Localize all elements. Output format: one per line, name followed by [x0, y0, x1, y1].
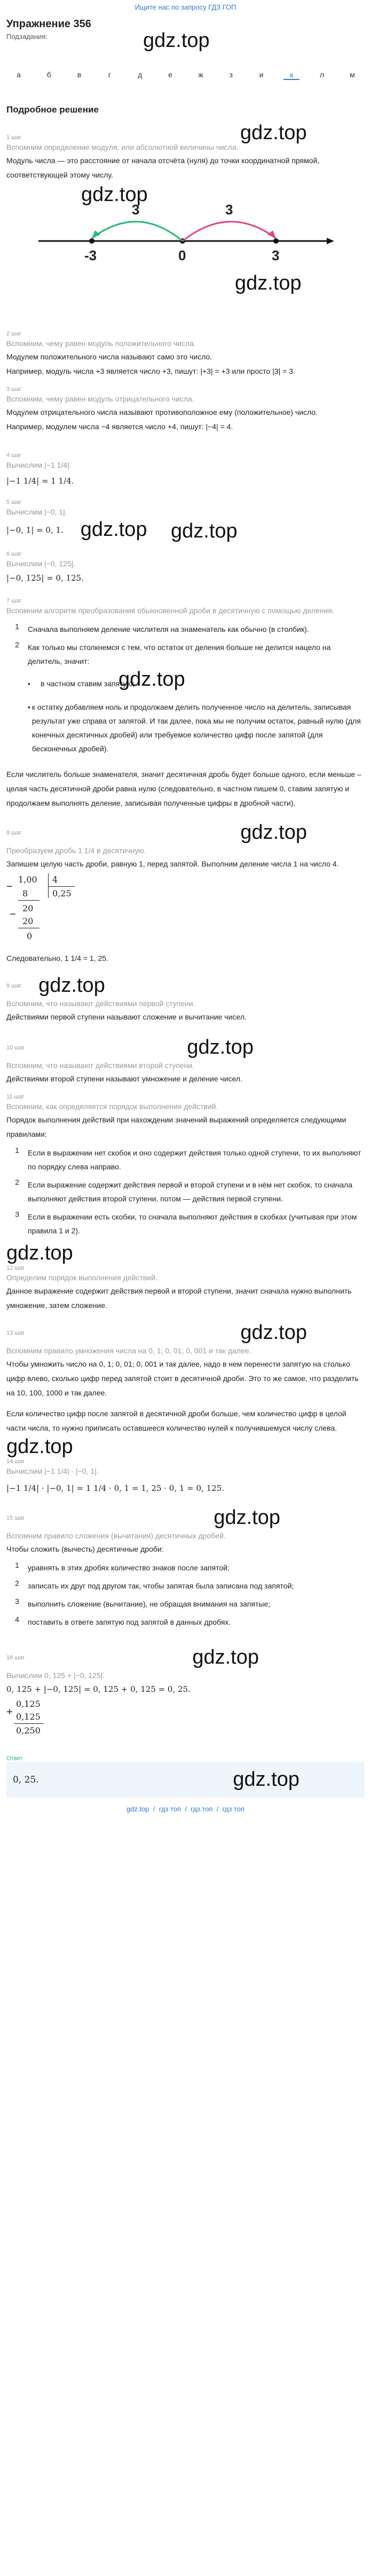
step-text: Данное выражение содержит действия первой и второй ступени, значит сначала нужно выполнить умножение, затем сложение. — [6, 1287, 352, 1310]
list-text: записать их друг под другом так, чтобы запятая была записана под запятой; — [28, 1582, 294, 1590]
footer-link[interactable]: гдз топ — [159, 1805, 181, 1813]
list-number: 1 — [15, 622, 19, 631]
sum: 0,250 — [16, 1726, 41, 1736]
step-muted: Вспомним, чему равен модуль положительного числа. — [6, 339, 196, 348]
step-muted: Вспомним, чему равен модуль отрицательного числа. — [6, 395, 194, 403]
watermark: gdz.top — [214, 1506, 280, 1529]
subtask-tab[interactable]: ж — [198, 70, 203, 79]
watermark: gdz.top — [6, 1435, 73, 1458]
quotient: 0,25 — [52, 888, 72, 898]
bullet-item: • к остатку добавляем ноль и продолжаем делить полученное число на делитель, записывая результат уже справа от запятой. И так далее, пока мы не получим остаток, равный нулю (для конечных десятичных дробей) или требуемое количество цифр после запятой (для бесконечных дробей). — [28, 700, 365, 756]
subtask-tab[interactable]: л — [320, 70, 325, 79]
step-label: 2 шаг — [6, 331, 22, 337]
list-text: уравнять в этих дробях количество знаков после запятой; — [28, 1563, 230, 1572]
step-math: |−0, 1| = 0, 1. — [6, 525, 64, 535]
exercise-title: Упражнение 356 — [6, 18, 91, 30]
step-text: Например, модуль числа +3 является число +3, пишут: |+3| = +3 или просто |3| = 3. — [6, 367, 295, 375]
step-text: Следовательно, 1 1/4 = 1, 25. — [6, 954, 108, 962]
addend: 0,125 — [16, 1699, 41, 1709]
step-muted: Вычислим |−0, 1|. — [6, 508, 67, 516]
list-item — [6, 1210, 365, 1238]
section-title: Подробное решение — [6, 105, 99, 115]
list-text: Если в выражении есть скобки, то сначала выполняют действия в скобках (учитывая при этом правила 1 и 2). — [28, 1213, 357, 1235]
list-text: Сначала выполняем деление числителя на знаменатель как обычно (в столбик). — [28, 625, 309, 633]
watermark: gdz.top — [6, 1242, 73, 1264]
division-line: 20 — [22, 916, 34, 926]
watermark: gdz.top — [80, 518, 147, 541]
step-label: 14 шаг — [6, 1458, 25, 1465]
tick-label: -3 — [84, 247, 97, 263]
step-text: Модулем отрицательного числа называют противоположное ему (положительное) число. — [6, 408, 318, 416]
list-item — [6, 1178, 365, 1206]
step-label: 5 шаг — [6, 499, 22, 505]
answer-value: 0, 25. — [13, 1774, 39, 1785]
answer-box — [6, 1762, 365, 1797]
footer-link[interactable]: гдз.топ — [191, 1805, 213, 1813]
step-label: 16 шаг — [6, 1654, 25, 1661]
step-math: |−1 1/4| = 1 1/4. — [6, 476, 74, 486]
subtasks-label: Подзадания: — [6, 33, 48, 41]
tick-label: 0 — [178, 247, 186, 263]
division-line: 8 — [22, 888, 28, 898]
list-item — [6, 1146, 365, 1174]
step-text: Если числитель больше знаменателя, значит десятичная дробь будет больше одного, если меньше – целая часть десятичной дроби равна нулю (следовательно, в частном пишем 0, ставим запятую и продолжаем выполнять деление, записывая полученные цифры в дробной части). — [6, 770, 361, 807]
dividend: 1,00 — [18, 874, 37, 885]
subtask-letters — [6, 70, 365, 80]
bullet-text: к остатку добавляем ноль и продолжаем делить полученное число на делитель, записывая результат уже справа от запятой. И так далее, пока мы не получим остаток, равный нулю (для конечных десятичных дробей) или требуемое количество цифр после запятой (для бесконечных дробей). — [31, 703, 361, 753]
subtask-tab[interactable]: з — [229, 70, 233, 79]
list-text — [28, 640, 365, 756]
step-muted: Вспомним, как определяется порядок выполнения действий. — [6, 1102, 218, 1111]
step-label: 1 шаг — [6, 134, 22, 141]
addend: 0,125 — [16, 1712, 41, 1722]
answer-label: Ответ — [6, 1755, 23, 1762]
footer-link[interactable]: гдз топ — [222, 1805, 245, 1813]
list-text: Если в выражении нет скобок и оно содержит действия только одной ступени, то их выполняют по порядку слева направо. — [28, 1149, 361, 1171]
step-label: 7 шаг — [6, 598, 22, 604]
step-muted: Вспомним, что называют действиями второй ступени. — [6, 1061, 195, 1070]
step-text: Действиями второй ступени называют умножение и деление чисел. — [6, 1074, 242, 1083]
subtask-tab[interactable]: г — [108, 70, 111, 79]
step-label: 3 шаг — [6, 386, 22, 392]
watermark: gdz.top — [240, 821, 307, 844]
step-text: Запишем целую часть дроби, равную 1, перед запятой. Выполним деление числа 1 на число 4. — [6, 860, 339, 868]
step-muted: Вспомним определение модуля, или абсолютной величины числа. — [6, 143, 239, 151]
list-text: выполнить сложение (вычитание), не обращая внимания на запятые; — [28, 1600, 271, 1608]
step-label: 4 шаг — [6, 452, 22, 459]
long-division: − 1,00 8 − 20 20 0 4 0,25 — [6, 871, 365, 951]
top-search-link[interactable]: Ищите нас по запросу ГДЗ ГОП — [135, 3, 236, 11]
step-label: 13 шаг — [6, 1329, 25, 1336]
list-number: 2 — [15, 640, 19, 649]
watermark: gdz.top — [171, 520, 238, 542]
addition-rules-list — [6, 1561, 365, 1629]
step-label: 10 шаг — [6, 1044, 25, 1051]
subtask-tab[interactable]: и — [259, 70, 264, 79]
list-number: 4 — [15, 1615, 19, 1624]
list-text: поставить в ответе запятую под запятой в данных дробях. — [28, 1618, 231, 1626]
tick-label: 3 — [272, 247, 280, 263]
division-line: 0 — [27, 931, 33, 941]
column-addition: + 0,125 0,125 0,250 — [6, 1697, 365, 1739]
watermark: gdz.top — [143, 29, 210, 52]
step-math: 0, 125 + |−0, 125| = 0, 125 + 0, 125 = 0, 25. — [6, 1684, 191, 1694]
step-muted: Вычислим 0, 125 + |−0, 125|. — [6, 1671, 105, 1680]
step-muted: Вспомним правило умножения числа на 0, 1; 0, 01; 0, 001 и так далее. — [6, 1346, 251, 1355]
step-muted: Вычислим |−0, 125|. — [6, 559, 76, 568]
list-number: 1 — [15, 1146, 19, 1154]
list-item — [6, 1561, 365, 1575]
watermark: gdz.top — [192, 1646, 259, 1668]
step-label: 6 шаг — [6, 551, 22, 557]
right-arc-label: 3 — [225, 202, 233, 218]
divisor: 4 — [52, 874, 58, 885]
step-text: Если количество цифр после запятой в десятичной дроби больше, чем количество цифр в целой части числа, то нужно приписать оставшееся количество нулей к получившемуся числу слева. — [6, 1409, 346, 1432]
left-arc-label: 3 — [132, 202, 140, 218]
list-item — [6, 1579, 365, 1593]
step-text: Чтобы сложить (вычесть) десятичные дроби: — [6, 1545, 164, 1553]
watermark: gdz.top — [240, 122, 307, 144]
list-item — [6, 622, 365, 636]
step-label: 9 шаг — [6, 982, 22, 989]
step-label: 8 шаг — [6, 829, 22, 836]
step-muted: Вспомним алгоритм преобразования обыкновенной дроби в десятичную с помощью деления. — [6, 606, 334, 615]
division-line: 20 — [22, 903, 34, 913]
bullet-text: в частном ставим запятую; — [41, 679, 135, 688]
subtask-tab[interactable]: е — [168, 70, 172, 79]
list-text: Если выражение содержит действия первой и второй ступени и в нём нет скобок, то сначала выполняют действия второй ступени, потом — действия первой ступени. — [28, 1181, 353, 1203]
number-line-diagram — [6, 182, 365, 262]
watermark: gdz.top — [187, 1036, 254, 1058]
step-muted: Определим порядок выполнения действий. — [6, 1273, 157, 1282]
watermark: gdz.top — [233, 1768, 299, 1791]
subtask-tab[interactable]: м — [350, 70, 355, 79]
bullet-item: • в частном ставим запятую; — [28, 677, 365, 691]
step-math: |−1 1/4| · |−0, 1| = 1 1/4 · 0, 1 = 1, 25 · 0, 1 = 0, 125. — [6, 1483, 224, 1493]
step-label: 15 шаг — [6, 1514, 25, 1521]
subtask-tab-active[interactable]: к — [283, 70, 299, 80]
watermark: gdz.top — [38, 974, 105, 997]
watermark: gdz.top — [235, 272, 302, 294]
step-muted: Вспомним, что называют действиями первой ступени. — [6, 999, 195, 1008]
subtask-tab[interactable]: д — [138, 70, 143, 79]
subtask-tab[interactable]: в — [77, 70, 82, 79]
list-number: 2 — [15, 1579, 19, 1587]
step-label: 12 шаг — [6, 1265, 25, 1271]
step-muted: Вычислим |−1 1/4|. — [6, 461, 72, 469]
watermark: gdz.top — [240, 1321, 307, 1344]
rules-list — [6, 1146, 365, 1238]
algorithm-list — [6, 622, 365, 756]
list-item — [6, 1615, 365, 1629]
step-text: Например, модулем числа −4 является число +4, пишут: |−4| = 4. — [6, 422, 233, 431]
footer-link[interactable]: gdz.top — [126, 1805, 149, 1813]
step-text: Порядок выполнения действий при нахождении значений выражений определяется следующими правилами: — [6, 1116, 346, 1138]
step-text: Модуль числа — это расстояние от начала отсчёта (нуля) до точки координатной прямой, соответствующей этому числу. — [6, 156, 320, 179]
subtask-tab[interactable]: б — [46, 70, 51, 79]
list-item — [6, 1597, 365, 1611]
subtask-tab[interactable]: а — [17, 70, 21, 79]
watermark: gdz.top — [81, 183, 148, 206]
step-math: |−0, 125| = 0, 125. — [6, 573, 84, 583]
watermark: gdz.top — [119, 668, 185, 691]
list-text-main: Как только мы столкнемся с тем, что остаток от деления больше не делится нацело на делитель, значит: — [28, 643, 331, 665]
list-number: 3 — [15, 1210, 19, 1218]
step-text: Чтобы умножить число на 0, 1; 0, 01; 0, 001 и так далее, надо в нем перенести запятую на столько цифр влево, сколько цифр перед запятой стоит в десятичной дроби. Это то же самое, что разделить на 10, 100, 1000 и так далее. — [6, 1360, 359, 1397]
list-number: 2 — [15, 1178, 19, 1186]
footer-links: gdz.top / гдз топ / гдз.топ / гдз топ — [126, 1805, 245, 1813]
step-muted: Вспомним правило сложения (вычитания) десятичных дробей. — [6, 1531, 226, 1540]
step-muted: Преобразуем дробь 1 1/4 в десятичную. — [6, 846, 146, 855]
step-label: 11 шаг — [6, 1094, 25, 1100]
list-item — [6, 640, 365, 756]
step-text: Действиями первой ступени называют сложение и вычитание чисел. — [6, 1013, 247, 1021]
step-muted: Вычислим |−1 1/4| · |−0, 1|. — [6, 1467, 99, 1475]
list-number: 3 — [15, 1597, 19, 1606]
step-text: Модулем положительного числа называют само это число. — [6, 352, 212, 361]
list-number: 1 — [15, 1561, 19, 1569]
